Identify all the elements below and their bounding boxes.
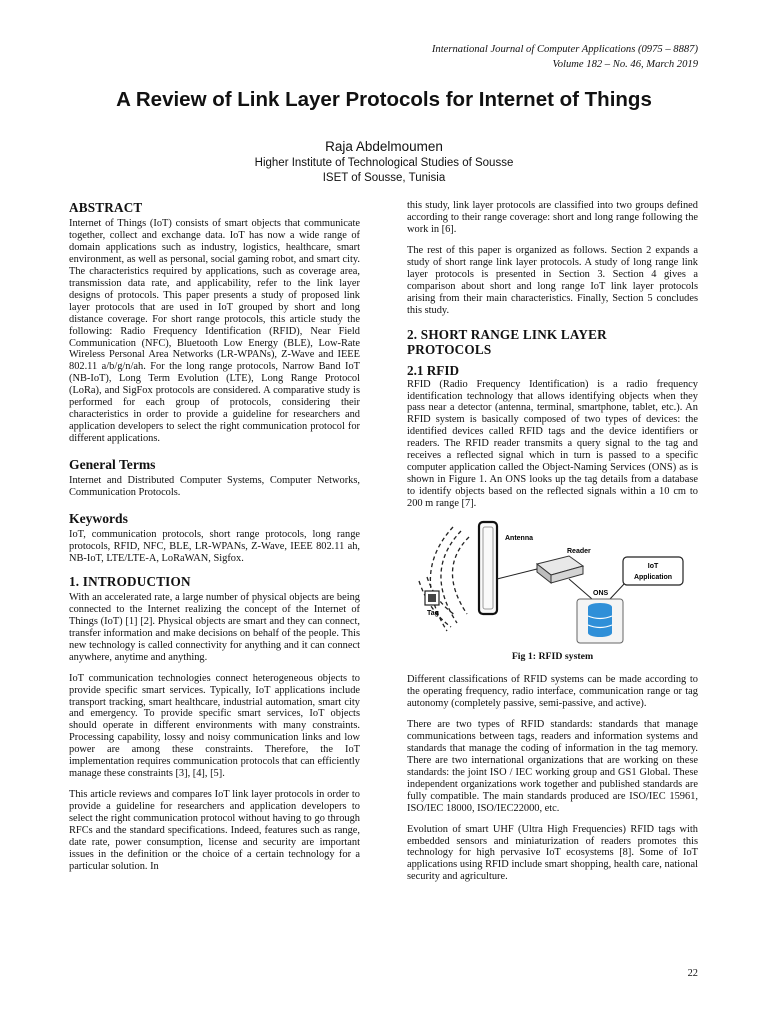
reader-icon xyxy=(537,556,583,583)
introduction-heading: 1. INTRODUCTION xyxy=(69,573,191,589)
section2-heading-line-1: 2. SHORT RANGE LINK LAYER xyxy=(407,326,607,342)
rfid-paragraph-2: Different classifications of RFID systems can be made according to the operating frequency, radio interface, communication range or tag autonomy (completely passive, semi-passive, and active). xyxy=(407,674,698,709)
keywords-text: IoT, communication protocols, short range protocols, long range protocols, RFID, NFC, BLE, LR-WPANs, Z-Wave, IEEE 802.11 ah, NB-IoT, LTE/LTE-A, LoRaWAN, Sigfox. xyxy=(69,529,360,564)
keywords-heading: Keywords xyxy=(69,511,128,527)
tag-label: Tag xyxy=(427,610,439,618)
abstract-heading: ABSTRACT xyxy=(69,200,143,215)
section2-heading xyxy=(407,327,698,357)
journal-name: International Journal of Computer Applications (0975 – 8887) xyxy=(431,44,698,55)
rfid-system-figure xyxy=(407,519,698,647)
ons-label: ONS xyxy=(593,590,609,598)
antenna-reader-link xyxy=(497,569,537,579)
abstract-text: Internet of Things (IoT) consists of smart objects that communicate together, collect and exchange data. IoT has now a wide range of domain applications such as industry, logistics, healthcare, smart environment, as well as personal, social gaming robot, and smart city. The characteristics required by applications, such as coverage area, transmission data rate, and applicability, refer to the link layer designs of protocols. This paper presents a study of proposed link layer protocols that are used in IoT grouped by short and long distance coverage. For short range protocols, this article study the following: Radio Frequency Identification (RFID), Near Field Communication (NFC), Bluetooth Low Energy (BLE), Low-Rate Wireless Personal Area Networks (LR-WPANs), Z-Wave and IEEE 802.11 a/b/g/n/ah. For the long range protocols, Narrow Band IoT (NB-IoT), Long Term Evolution (LTE), Long Range Protocol (LoRa), and SigFox protocols are considered. A comparative study is performed for each group of protocols, considering their characteristics in order to provide a guideline for researchers and application developers to select the right communication protocol for different applications. xyxy=(69,218,360,445)
tag-icon xyxy=(425,591,439,605)
rfid-diagram xyxy=(407,519,698,647)
reader-ons-link xyxy=(569,579,592,599)
iot-app-label-line-2: Application xyxy=(633,574,673,582)
left-column xyxy=(69,200,360,882)
rfid-paragraph-4: Evolution of smart UHF (Ultra High Frequencies) RFID tags with embedded sensors and miniaturization of readers promotes this technology for high pervasive IoT ecosystems [8]. Some of IoT applications using RFID include smart shopping, health care, national security and agriculture. xyxy=(407,823,698,883)
intro-paragraph-5: The rest of this paper is organized as follows. Section 2 expands a study of short range link layer protocols. A study of long range link layer protocols is presented in Section 3. Section 4 gives a comparison about short and long range IoT link layer protocols arising from their main characteristics. Finally, Section 5 concludes this study. xyxy=(407,244,698,316)
rfid-paragraph-3: There are two types of RFID standards: standards that manage communications between tags, readers and information systems and standards that manage the coding of information in the tag memory. There are two international organizations that are working on these standards: the joint ISO / IEC working group and GS1 Global. These independent organizations work together and published standards are fully compatible. The main standards produced are ISO/IEC 15961, ISO/IEC 18000, ISO/IEC22000, etc. xyxy=(407,718,698,814)
antenna-icon xyxy=(479,522,497,614)
rfid-subheading: 2.1 RFID xyxy=(407,362,460,378)
journal-volume: Volume 182 – No. 46, March 2019 xyxy=(552,59,698,70)
right-column xyxy=(407,200,698,892)
intro-paragraph-1: With an accelerated rate, a large number of physical objects are being connected to the Internet realizing the concept of the Internet of Things (IoT) [1] [2]. Physical objects are smart and they can connect, transfer information and make decisions on behalf of the people. This new technology is called connectivity for anything and it can connect anywhere, anytime and anything. xyxy=(69,591,360,663)
rfid-paragraph-1: RFID (Radio Frequency Identification) is a radio frequency identification technology that allows identifying objects when they pass near a detector (antenna, terminal, smartphone, tablet, etc.). An RFID system is basically composed of two types of devices: the identified devices called RFID tags and the device identifiers or readers. The RFID reader transmits a query signal to the tag and receives a reflected signal which in turn is passed to a specific computer application called the Object-Naming Services (ONS) as is shown in Figure 1. An ONS looks up the tag details from a database to identify objects based on the reflected signals within a 10 cm to 200 m range [7]. xyxy=(407,378,698,510)
general-terms-text: Internet and Distributed Computer Systems, Computer Networks, Communication Protocols. xyxy=(69,475,360,499)
reader-label: Reader xyxy=(567,548,591,556)
intro-paragraph-2: IoT communication technologies connect heterogeneous objects to provide specific smart services. Typically, IoT applications include transport tracking, smart healthcare, industrial automation, smart city and emergency. To provide specific smart services, IoT objects should operate in different environments with many constraints. Processing capability, lossy and noisy communication links and low power are among these constraints. Therefore, the IoT implementation requires communication protocols that can efficiently manage these constraints [3], [4], [5]. xyxy=(69,672,360,780)
author-name: Raja Abdelmoumen xyxy=(325,139,443,154)
journal-header xyxy=(432,42,698,72)
paper-title: A Review of Link Layer Protocols for Internet of Things xyxy=(116,88,652,111)
page-number: 22 xyxy=(687,968,698,979)
iot-app-label-line-1: IoT xyxy=(647,563,659,571)
ons-app-link xyxy=(610,583,625,599)
intro-paragraph-4: this study, link layer protocols are classified into two groups defined according to their range coverage: short and long range following the work in [6]. xyxy=(407,200,698,235)
affiliation-line-1: Higher Institute of Technological Studies of Sousse xyxy=(254,157,514,169)
antenna-label: Antenna xyxy=(505,535,533,543)
figure-caption: Fig 1: RFID system xyxy=(511,651,594,663)
affiliation-line-2: ISET of Sousse, Tunisia xyxy=(322,172,446,184)
database-icon xyxy=(577,599,623,643)
general-terms-heading: General Terms xyxy=(69,457,156,473)
intro-paragraph-3: This article reviews and compares IoT link layer protocols in order to provide a guideline for researchers and application developers to select the right communication protocol without having to go through RFCs and the standard specifications. Indeed, features such as range, date rate, power consumption, license and security are important issues in the definition or the choice of a certain technology for a particular solution. In xyxy=(69,789,360,872)
section2-heading-line-2: PROTOCOLS xyxy=(407,341,492,357)
